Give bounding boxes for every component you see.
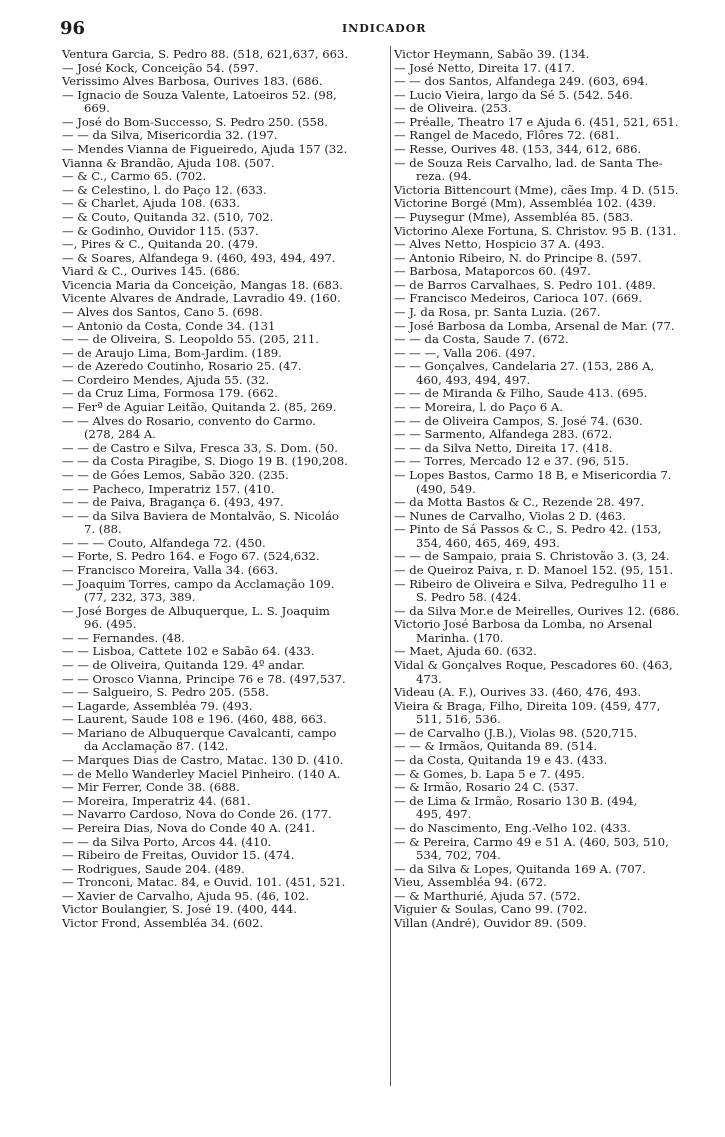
directory-entry-line: — — — Couto, Alfandega 72. (450. xyxy=(62,535,266,550)
directory-entry-line: — — Sarmento, Alfandega 283. (672. xyxy=(394,427,613,442)
directory-entry-line: — & C., Carmo 65. (702. xyxy=(62,169,207,184)
directory-entry-line: 669. xyxy=(84,101,110,116)
directory-entry-line: — — —, Valla 206. (497. xyxy=(394,345,536,360)
directory-entry-line: — Forte, S. Pedro 164. e Fogo 67. (524,632. xyxy=(62,549,320,564)
directory-entry-line: — — de Oliveira, S. Leopoldo 55. (205, 211. xyxy=(62,332,319,347)
directory-entry-line: — — Lisboa, Cattete 102 e Sabão 64. (433. xyxy=(62,644,315,659)
directory-entry-line: — Joaquim Torres, campo da Acclamação 109. xyxy=(62,576,335,591)
directory-entry-line: — Pereira Dias, Nova do Conde 40 A. (241. xyxy=(62,820,316,835)
directory-entry-line: — Moreira, Imperatriz 44. (681. xyxy=(62,793,251,808)
directory-entry-line: — — de Paiva, Bragança 6. (493, 497. xyxy=(62,495,284,510)
directory-entry-line: — Laurent, Saude 108 e 196. (460, 488, 663. xyxy=(62,712,327,727)
directory-entry-line: — Francisco Moreira, Valla 34. (663. xyxy=(62,562,279,577)
directory-entry-line: 7. (88. xyxy=(84,522,122,537)
directory-entry-line: — — Gonçalves, Candelaria 27. (153, 286 A, xyxy=(394,359,655,374)
directory-entry-line: — — da Silva Netto, Direita 17. (418. xyxy=(394,440,613,455)
directory-entry-line: Vieira & Braga, Filho, Direita 109. (459, 477, xyxy=(394,698,661,713)
directory-entry-line: — Alves Netto, Hospicio 37 A. (493. xyxy=(394,237,605,252)
directory-entry-line: — — da Costa Piragibe, S. Diogo 19 B. (190,208. xyxy=(62,454,348,469)
directory-entry-line: — Ignacio de Souza Valente, Latoeiros 52. (98, xyxy=(62,87,337,102)
directory-entry-line: — do Nascimento, Eng.-Velho 102. (433. xyxy=(394,820,631,835)
directory-entry-line: — de Lima & Irmão, Rosario 130 B. (494, xyxy=(394,793,638,808)
directory-entry-line: — Resse, Ourives 48. (153, 344, 612, 686. xyxy=(394,142,642,157)
directory-entry-line: — Rodrigues, Saude 204. (489. xyxy=(62,861,245,876)
directory-entry-line: Victorine Borgé (Mm), Assembléa 102. (439. xyxy=(394,196,657,211)
directory-entry-line: 96. (495. xyxy=(84,617,137,632)
directory-entry-line: — — dos Santos, Alfandega 249. (603, 694. xyxy=(394,74,649,89)
directory-entry-line: — Rangel de Macedo, Flôres 72. (681. xyxy=(394,128,620,143)
page-number: 96 xyxy=(60,18,86,39)
directory-entry-line: — — de Castro e Silva, Fresca 33, S. Dom. (50. xyxy=(62,440,338,455)
directory-entry-line: — da Motta Bastos & C., Rezende 28. 497. xyxy=(394,495,645,510)
directory-entry-line: — Francisco Medeiros, Carioca 107. (669. xyxy=(394,291,643,306)
directory-entry-line: — Ribeiro de Oliveira e Silva, Pedregulho 11 e xyxy=(394,576,667,591)
directory-entry-line: — Marques Dias de Castro, Matac. 130 D. (410. xyxy=(62,753,344,768)
directory-entry-line: Victoria Bittencourt (Mme), cães Imp. 4 D. (515. xyxy=(394,182,679,197)
directory-entry-line: — Alves dos Santos, Cano 5. (698. xyxy=(62,304,263,319)
directory-entry-line: — José Borges de Albuquerque, L. S. Joaquim xyxy=(62,603,330,618)
directory-entry-line: — & Marthurié, Ajuda 57. (572. xyxy=(394,888,581,903)
directory-entry-line: — Lopes Bastos, Carmo 18 B, e Misericordia 7. xyxy=(394,467,672,482)
directory-entry-line: Victor Frond, Assembléa 34. (602. xyxy=(62,916,264,930)
directory-entry-line: Victor Boulangier, S. José 19. (400, 444. xyxy=(62,902,297,917)
directory-entry-line: — — da Silva Porto, Arcos 44. (410. xyxy=(62,834,272,849)
directory-entry-line: — & Pereira, Carmo 49 e 51 A. (460, 503, 510, xyxy=(394,834,669,849)
directory-entry-line: — Puysegur (Mme), Assembléa 85. (583. xyxy=(394,209,634,224)
directory-entry-line: — Mir Ferrer, Conde 38. (688. xyxy=(62,780,240,795)
directory-entry-line: — — Salgueiro, S. Pedro 205. (558. xyxy=(62,685,269,700)
directory-entry-line: — de Carvalho (J.B.), Violas 98. (520,715. xyxy=(394,725,638,740)
directory-entry-line: Ventura Garcia, S. Pedro 88. (518, 621,637, 663. xyxy=(62,48,349,61)
directory-entry-line: Vieu, Assembléa 94. (672. xyxy=(394,875,547,890)
directory-entry-line: — & Gomes, b. Lapa 5 e 7. (495. xyxy=(394,766,585,781)
directory-entry-line: Videau (A. F.), Ourives 33. (460, 476, 493. xyxy=(394,685,642,700)
directory-entry-line: — — de Góes Lemos, Sabão 320. (235. xyxy=(62,467,289,482)
directory-entry-line: — & Couto, Quitanda 32. (510, 702. xyxy=(62,209,274,224)
directory-entry-line: Viguier & Soulas, Cano 99. (702. xyxy=(394,902,588,917)
directory-entry-line: — — Pacheco, Imperatriz 157. (410. xyxy=(62,481,275,496)
directory-entry-line: — Ferª de Aguiar Leitão, Quitanda 2. (85, 269. xyxy=(62,400,337,415)
column-divider xyxy=(390,46,391,1086)
directory-entry-line: — — da Costa, Saude 7. (672. xyxy=(394,332,569,347)
directory-entry-line: — de Azeredo Coutinho, Rosario 25. (47. xyxy=(62,359,302,374)
running-head: INDICADOR xyxy=(342,22,427,35)
directory-entry-line: 460, 493, 494, 497. xyxy=(416,372,531,387)
directory-entry-line: 473. xyxy=(416,671,442,686)
directory-entry-line: (490, 549. xyxy=(416,481,476,496)
directory-entry-line: — de Araujo Lima, Bom-Jardim. (189. xyxy=(62,345,282,360)
directory-entry-line: — da Costa, Quitanda 19 e 43. (433. xyxy=(394,753,608,768)
directory-entry-line: — J. da Rosa, pr. Santa Luzia. (267. xyxy=(394,304,601,319)
directory-entry-line: — — & Irmãos, Quitanda 89. (514. xyxy=(394,739,598,754)
directory-entry-line: — — da Silva, Misericordia 32. (197. xyxy=(62,128,278,143)
directory-entry-line: — de Souza Reis Carvalho, lad. de Santa The- xyxy=(394,155,663,170)
directory-entry-line: — & Irmão, Rosario 24 C. (537. xyxy=(394,780,579,795)
page-header xyxy=(60,18,695,42)
directory-entry-line: — — de Miranda & Filho, Saude 413. (695. xyxy=(394,386,648,401)
directory-entry-line: — — de Oliveira, Quitanda 129. 4º andar. xyxy=(62,658,305,673)
directory-entry-line: — Cordeiro Mendes, Ajuda 55. (32. xyxy=(62,372,270,387)
directory-entry-line: — Nunes de Carvalho, Violas 2 D. (463. xyxy=(394,508,626,523)
directory-entry-line: — da Cruz Lima, Formosa 179. (662. xyxy=(62,386,278,401)
directory-entry-line: Victorino Alexe Fortuna, S. Christov. 95 B. (131. xyxy=(394,223,677,238)
directory-entry-line: — — Fernandes. (48. xyxy=(62,630,185,645)
directory-entry-line: Vidal & Gonçalves Roque, Pescadores 60. (463, xyxy=(394,658,673,673)
directory-entry-line: reza. (94. xyxy=(416,169,472,184)
right-column xyxy=(394,48,721,931)
directory-entry-line: 534, 702, 704. xyxy=(416,848,501,863)
directory-entry-line: Vicente Alvares de Andrade, Lavradio 49. (160. xyxy=(62,291,341,306)
directory-entry-line: (278, 284 A. xyxy=(84,427,156,442)
directory-entry-line: — Maet, Ajuda 60. (632. xyxy=(394,644,537,659)
directory-entry-line: Vianna & Brandão, Ajuda 108. (507. xyxy=(62,155,275,170)
directory-entry-line: Villan (André), Ouvidor 89. (509. xyxy=(394,916,587,930)
directory-entry-line: — de Queiroz Paiva, r. D. Manoel 152. (95, 151. xyxy=(394,562,674,577)
directory-entry-line: — da Silva Mor.e de Meirelles, Ourives 12. (686. xyxy=(394,603,680,618)
directory-entry-line: — — de Oliveira Campos, S. José 74. (630. xyxy=(394,413,643,428)
directory-entry-line: Verissimo Alves Barbosa, Ourives 183. (686. xyxy=(62,74,323,89)
directory-entry-line: — Pinto de Sá Passos & C., S. Pedro 42. (153, xyxy=(394,522,662,537)
directory-entry-line: 354, 460, 465, 469, 493. xyxy=(416,535,560,550)
directory-entry-line: — — de Sampaio, praia S. Christovão 3. (3, 24. xyxy=(394,549,670,564)
directory-entry-line: — de Oliveira. (253. xyxy=(394,101,512,116)
directory-entry-line: — — Orosco Vianna, Principe 76 e 78. (497,537. xyxy=(62,671,346,686)
directory-entry-line: Victor Heymann, Sabão 39. (134. xyxy=(394,48,590,61)
directory-entry-line: — Ribeiro de Freitas, Ouvidor 15. (474. xyxy=(62,848,295,863)
directory-entry-line: (77, 232, 373, 389. xyxy=(84,590,196,605)
directory-entry-line: — de Mello Wanderley Maciel Pinheiro. (140 A. xyxy=(62,766,341,781)
directory-entry-line: Victorio José Barbosa da Lomba, no Arsenal xyxy=(394,617,653,632)
directory-entry-line: — & Celestino, l. do Paço 12. (633. xyxy=(62,182,267,197)
directory-entry-line: Viard & C., Ourives 145. (686. xyxy=(62,264,241,279)
directory-entry-line: — — Alves do Rosario, convento do Carmo. xyxy=(62,413,316,428)
directory-entry-line: — José Barbosa da Lomba, Arsenal de Mar. (77. xyxy=(394,318,675,333)
directory-entry-line: — Antonio Ribeiro, N. do Principe 8. (597. xyxy=(394,250,642,265)
left-column xyxy=(62,48,394,931)
directory-entry-line: 511, 516, 536. xyxy=(416,712,501,727)
directory-entry-line: — José do Bom-Successo, S. Pedro 250. (558. xyxy=(62,114,328,129)
directory-entry-line: — Antonio da Costa, Conde 34. (131 xyxy=(62,318,276,333)
directory-entry-line: —, Pires & C., Quitanda 20. (479. xyxy=(62,237,259,252)
directory-entry-line: — Préalle, Theatro 17 e Ajuda 6. (451, 521, 651. xyxy=(394,114,679,129)
directory-entry-line: — Lagarde, Assembléa 79. (493. xyxy=(62,698,253,713)
directory-entry-line: — Navarro Cardoso, Nova do Conde 26. (177. xyxy=(62,807,332,822)
directory-entry-line: — José Kock, Conceição 54. (597. xyxy=(62,60,259,75)
directory-entry-line: 495, 497. xyxy=(416,807,472,822)
directory-entry-line: Vicencia Maria da Conceição, Mangas 18. (683. xyxy=(62,277,343,292)
directory-entry-line: — Tronconi, Matac. 84, e Ouvid. 101. (451, 521. xyxy=(62,875,346,890)
directory-entry-line: da Acclamação 87. (142. xyxy=(84,739,229,754)
directory-entry-line: — Mendes Vianna de Figueiredo, Ajuda 157 (32. xyxy=(62,142,348,157)
directory-entry-line: — José Netto, Direita 17. (417. xyxy=(394,60,575,75)
directory-entry-line: — & Godinho, Ouvidor 115. (537. xyxy=(62,223,259,238)
directory-entry-line: — — da Silva Baviera de Montalvão, S. Nicoláo xyxy=(62,508,339,523)
directory-entry-line: — Xavier de Carvalho, Ajuda 95. (46, 102. xyxy=(62,888,310,903)
directory-entry-line: — da Silva & Lopes, Quitanda 169 A. (707. xyxy=(394,861,646,876)
directory-entry-line: — de Barros Carvalhaes, S. Pedro 101. (489. xyxy=(394,277,656,292)
directory-entry-line: S. Pedro 58. (424. xyxy=(416,590,522,605)
directory-entry-line: Marinha. (170. xyxy=(416,630,504,645)
directory-entry-line: — & Charlet, Ajuda 108. (633. xyxy=(62,196,240,211)
directory-entry-line: — Mariano de Albuquerque Cavalcanti, campo xyxy=(62,725,337,740)
directory-entry-line: — — Torres, Mercado 12 e 37. (96, 515. xyxy=(394,454,629,469)
directory-entry-line: — & Soares, Alfandega 9. (460, 493, 494, 497. xyxy=(62,250,336,265)
directory-entry-line: — Lucio Vieira, largo da Sé 5. (542. 546. xyxy=(394,87,633,102)
directory-entry-line: — Barbosa, Mataporcos 60. (497. xyxy=(394,264,591,279)
directory-entry-line: — — Moreira, l. do Paço 6 A. xyxy=(394,400,563,415)
